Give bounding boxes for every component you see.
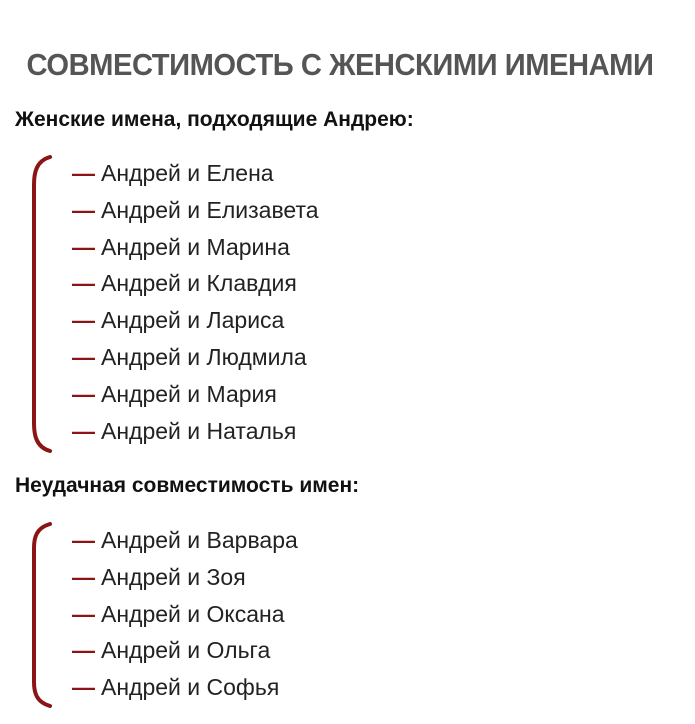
dash-marker: —	[72, 527, 95, 553]
list-item-text: Андрей и Клавдия	[101, 270, 297, 297]
list-item-text: Андрей и Наталья	[101, 417, 297, 444]
list-item-text: Андрей и Лариса	[101, 307, 285, 334]
list-bracket-decoration	[32, 522, 54, 708]
section-heading-compatible: Женские имена, подходящие Андрею:	[15, 108, 414, 131]
list-item	[72, 155, 319, 192]
list-item	[72, 559, 298, 596]
list-item	[72, 632, 298, 669]
dash-marker: —	[72, 270, 95, 297]
page-title: СОВМЕСТИМОСТЬ С ЖЕНСКИМИ ИМЕНАМИ	[26, 46, 654, 82]
dash-marker: —	[72, 637, 95, 664]
list-item-text: Андрей и Елена	[101, 160, 274, 186]
section-heading-incompatible: Неудачная совместимость имен:	[15, 474, 360, 497]
list-item	[72, 265, 319, 302]
dash-marker: —	[72, 307, 95, 334]
compatible-names-list	[72, 155, 319, 449]
incompatible-names-list	[72, 522, 298, 706]
list-bracket-decoration	[32, 155, 54, 453]
list-item-text: Андрей и Мария	[101, 380, 277, 407]
list-item-text: Андрей и Оксана	[101, 600, 285, 627]
list-item	[72, 302, 319, 339]
dash-marker: —	[72, 233, 95, 260]
list-item	[72, 339, 319, 376]
list-item-text: Андрей и Зоя	[101, 563, 246, 590]
dash-marker: —	[72, 600, 95, 627]
dash-marker: —	[72, 563, 95, 590]
list-item	[72, 413, 319, 450]
list-item	[72, 376, 319, 413]
dash-marker: —	[72, 380, 95, 407]
list-item	[72, 669, 298, 706]
incompatible-names-block	[32, 522, 632, 708]
list-item-text: Андрей и Людмила	[101, 343, 307, 370]
dash-marker: —	[72, 417, 95, 444]
list-item	[72, 596, 298, 633]
list-item	[72, 229, 319, 266]
list-item-text: Андрей и Софья	[101, 674, 280, 701]
list-item	[72, 522, 298, 559]
list-item-text: Андрей и Марина	[101, 233, 290, 260]
list-item-text: Андрей и Варвара	[101, 527, 298, 553]
dash-marker: —	[72, 160, 95, 186]
dash-marker: —	[72, 343, 95, 370]
list-item	[72, 192, 319, 229]
dash-marker: —	[72, 674, 95, 701]
compatible-names-block	[32, 155, 632, 453]
dash-marker: —	[72, 196, 95, 223]
list-item-text: Андрей и Елизавета	[101, 196, 319, 223]
list-item-text: Андрей и Ольга	[101, 637, 271, 664]
